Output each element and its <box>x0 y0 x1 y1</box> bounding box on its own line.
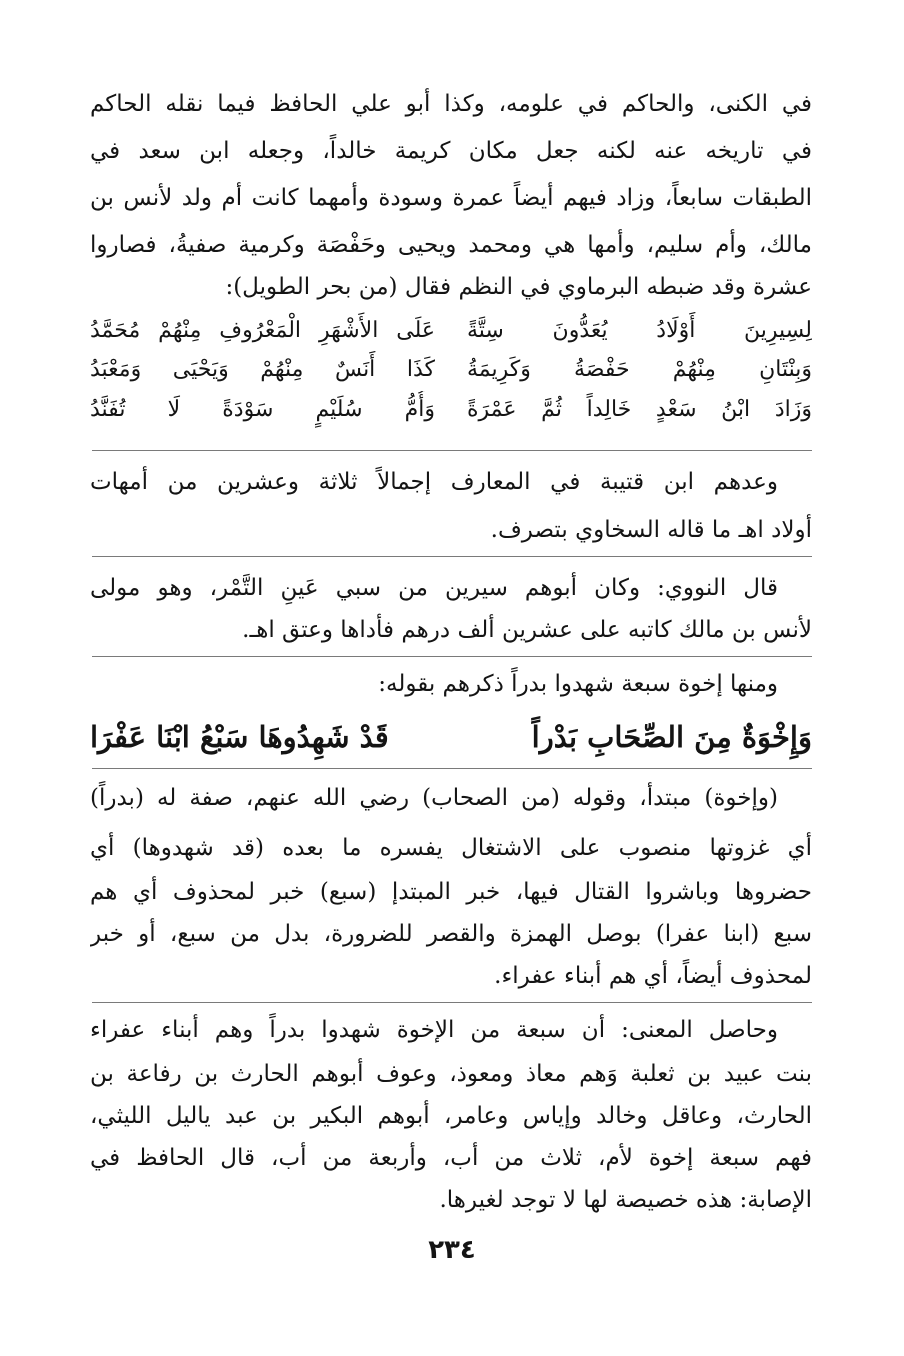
text-line: سبع (ابنا عفرا) بوصل الهمزة والقصر للضرورة، بدل من سبع، أو خبر <box>90 921 812 947</box>
verse-first-hemistich: وَبِنْتَانِ مِنْهُمْ حَفْصَةُ وَكَرِيمَةُ <box>467 357 812 382</box>
main-verse-second-hemistich: قَدْ شَهِدُوهَا سَبْعُ ابْنَا عَفْرَا <box>90 720 389 754</box>
text-line: ومنها إخوة سبعة شهدوا بدراً ذكرهم بقوله: <box>378 671 778 697</box>
text-line: لمحذوف أيضاً، أي هم أبناء عفراء. <box>494 963 812 989</box>
text-line: الإصابة: هذه خصيصة لها لا توجد لغيرها. <box>439 1187 812 1213</box>
poem-verse <box>90 391 812 429</box>
text-line: في تاريخه عنه لكنه جعل مكان كريمة خالداً، وجعله ابن سعد في <box>90 138 812 164</box>
verse-second-hemistich: عَلَى الأَشْهَرِ الْمَعْرُوفِ مِنْهُمْ مُحَمَّدُ <box>90 318 435 343</box>
text-line: قال النووي: وكان أبوهم سيرين من سبي عَينِ التَّمْر، وهو مولى <box>90 575 778 601</box>
verse-second-hemistich: وَأُمُّ سُلَيْمٍ سَوْدَةً لَا تُفَنَّدُ <box>90 397 435 422</box>
section-divider <box>92 768 812 769</box>
section-divider <box>92 450 812 451</box>
text-line: أولاد اهـ ما قاله السخاوي بتصرف. <box>490 517 812 543</box>
poem-verse <box>90 351 812 389</box>
text-line: حضروها وباشروا القتال فيها، خبر المبتدإ (سبع) خبر لمحذوف أي هم <box>90 879 812 905</box>
text-line: في الكنى، والحاكم في علومه، وكذا أبو علي الحافظ فيما نقله الحاكم <box>90 91 812 117</box>
text-line: الطبقات سابعاً، وزاد فيهم أيضاً عمرة وسودة وأمهما كانت أم ولد لأنس بن <box>90 185 812 211</box>
section-divider <box>92 556 812 557</box>
poem-verse <box>90 312 812 350</box>
text-line: الحارث، وعاقل وخالد وإياس وعامر، أبوهم البكير بن عبد ياليل الليثي، <box>90 1103 812 1129</box>
text-line: بنت عبيد بن ثعلبة وَهم معاذ ومعوذ، وعوف أبوهم الحارث بن رفاعة بن <box>90 1061 812 1087</box>
section-divider <box>92 1002 812 1003</box>
text-line: مالك، وأم سليم، وأمها هي ومحمد ويحيى وحَفْصَة وكرمية صفيةُ، فصاروا <box>90 232 812 258</box>
verse-first-hemistich: لِسِيرِينَ أَوْلَادُ يُعَدُّونَ سِتَّةً <box>467 318 812 343</box>
main-verse-first-hemistich: وَإِخْوَةٌ مِنَ الصِّحَابِ بَدْراً <box>531 720 812 754</box>
main-verse <box>90 710 812 764</box>
text-line: (وإخوة) مبتدأ، وقوله (من الصحاب) رضي الله عنهم، صفة له (بدراً) <box>90 785 778 811</box>
section-divider <box>92 656 812 657</box>
verse-first-hemistich: وَزَادَ ابْنُ سَعْدٍ خَالِداً ثُمَّ عَمْرَةً <box>467 397 812 422</box>
text-line: فهم سبعة إخوة لأم، ثلاث من أب، وأربعة من أب، قال الحافظ في <box>90 1145 812 1171</box>
verse-second-hemistich: كَذَا أَنَسٌ مِنْهُمْ وَيَحْيَى وَمَعْبَدُ <box>90 357 435 382</box>
text-line: لأنس بن مالك كاتبه على عشرين ألف درهم فأداها وعتق اهـ. <box>242 617 812 643</box>
page-number: ٢٣٤ <box>428 1235 476 1265</box>
text-line: وعدهم ابن قتيبة في المعارف إجمالاً ثلاثة وعشرين من أمهات <box>90 469 778 495</box>
text-line: عشرة وقد ضبطه البرماوي في النظم فقال (من بحر الطويل): <box>225 274 812 300</box>
text-line: أي غزوتها منصوب على الاشتغال يفسره ما بعده (قد شهدوها) أي <box>90 835 812 861</box>
text-line: وحاصل المعنى: أن سبعة من الإخوة شهدوا بدراً وهم أبناء عفراء <box>90 1017 778 1043</box>
